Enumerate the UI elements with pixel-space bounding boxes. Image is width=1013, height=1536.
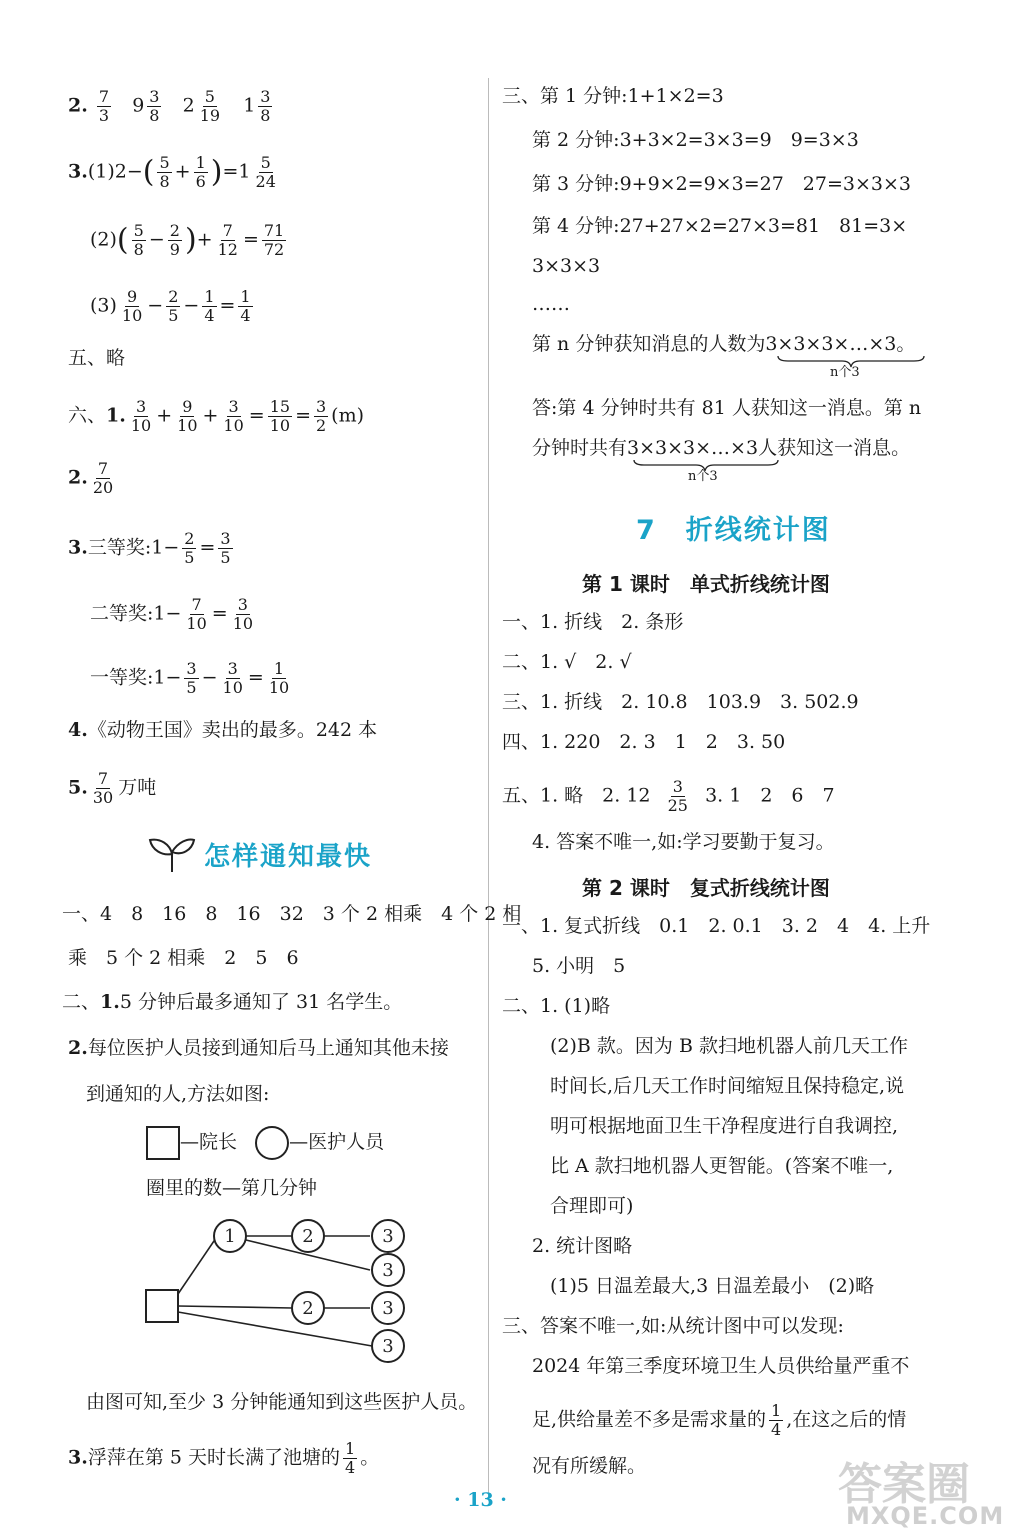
legend-line: —院长 —医护人员 — [146, 1126, 384, 1160]
l1-line-6: 4. 答案不唯一,如:学习要勤于复习。 — [532, 831, 835, 853]
fraction: $\frac{3}{8}$ — [260, 87, 271, 125]
section-6-1: 六、1. $\frac{3}{10}$ + $\frac{9}{10}$ + $\frac{3}{10}$ = $\frac{15}{10}$ = $\frac{3}{2}$ (m) — [68, 397, 365, 435]
notify-1a: 一、4 8 16 8 16 32 3 个 2 相乘 4 个 2 相 — [62, 903, 522, 925]
section-6-5: 5. $\frac{7}{30}$ 万吨 — [68, 769, 157, 807]
chapter-title: 7 折线统计图 — [636, 515, 831, 546]
r-ellipsis: …… — [532, 293, 570, 315]
l2-line-13: 足,供给量差不多是需求量的 $\frac{1}{4}$ ,在这之后的情 — [532, 1401, 907, 1439]
diagram-node-label: 3 — [382, 1260, 394, 1281]
diagram-node-label: 3 — [382, 1226, 394, 1247]
diagram-square — [146, 1290, 178, 1322]
l2-line-6: 明可根据地面卫生干净程度进行自我调控, — [550, 1115, 899, 1137]
fraction: $\frac{7}{3}$ — [98, 87, 110, 125]
l2-line-12: 2024 年第三季度环境卫生人员供给量严重不 — [532, 1355, 910, 1377]
answer-2: 2. $\frac{7}{3}$ 9 $\frac{3}{8}$ 2 $\frac{5}{19}$ 1 $\frac{3}{8}$ — [68, 87, 271, 125]
r-line-2: 第 2 分钟:3+3×2=3×3=9 9=3×3 — [532, 129, 859, 151]
l2-line-11: 三、答案不唯一,如:从统计图中可以发现: — [502, 1315, 844, 1337]
r-line-1: 三、第 1 分钟:1+1×2=3 — [502, 85, 724, 107]
l2-line-7: 比 A 款扫地机器人更智能。(答案不唯一, — [550, 1155, 894, 1177]
notify-1b: 乘 5 个 2 相乘 2 5 6 — [68, 947, 299, 969]
section-6-4: 4.《动物王国》卖出的最多。242 本 — [68, 719, 378, 741]
l2-line-14: 况有所缓解。 — [532, 1455, 647, 1477]
answer-3-1: 3.(1)2−( $\frac{5}{8}$ + $\frac{1}{6}$ )=1 $\frac{5}{24}$ — [68, 153, 276, 191]
l1-line-4: 四、1. 220 2. 3 1 2 3. 50 — [502, 731, 786, 753]
diagram-node-label: 2 — [302, 1298, 314, 1319]
legend-number: 圈里的数—第几分钟 — [146, 1177, 318, 1199]
l1-line-3: 三、1. 折线 2. 10.8 103.9 3. 502.9 — [502, 691, 859, 713]
notify-2-2a: 2.每位医护人员接到通知后马上通知其他未接 — [68, 1037, 449, 1059]
l2-line-8: 合理即可) — [550, 1195, 634, 1217]
sprout-icon — [148, 834, 196, 874]
page-number: · 13 · — [454, 1489, 507, 1511]
section-6-3a: 3.三等奖:1− $\frac{2}{5}$ = $\frac{3}{5}$ — [68, 529, 231, 567]
r-line-n: 第 n 分钟获知消息的人数为3×3×3×…×3。 — [532, 333, 916, 355]
fraction: $\frac{5}{19}$ — [199, 87, 221, 125]
brace-label: n个3 — [688, 469, 718, 484]
l2-line-2: 5. 小明 5 — [532, 955, 626, 977]
section-6-2: 2. $\frac{7}{20}$ — [68, 459, 114, 497]
l1-line-2: 二、1. √ 2. √ — [502, 651, 632, 673]
section-5: 五、略 — [68, 347, 126, 369]
lesson-1-title: 第 1 课时 单式折线统计图 — [582, 572, 830, 596]
l1-line-5: 五、1. 略 2. 12 $\frac{3}{25}$ 3. 1 2 6 7 — [502, 777, 835, 815]
l2-line-9: 2. 统计图略 — [532, 1235, 633, 1257]
l2-line-10: (1)5 日温差最大,3 日温差最小 (2)略 — [550, 1275, 875, 1297]
r-line-3: 第 3 分钟:9+9×2=9×3=27 27=3×3×3 — [532, 173, 911, 195]
r-line-4a: 第 4 分钟:27+27×2=27×3=81 81=3× — [532, 215, 908, 237]
brace-label: n个3 — [830, 365, 860, 380]
answer-3-3: (3) $\frac{9}{10}$ − $\frac{2}{5}$ − $\frac{1}{4}$ = $\frac{1}{4}$ — [90, 287, 251, 325]
notify-2-3: 3.浮萍在第 5 天时长满了池塘的 $\frac{1}{4}$ 。 — [68, 1439, 380, 1477]
l2-line-4: (2)B 款。因为 B 款扫地机器人前几天工作 — [550, 1035, 908, 1057]
r-answer-a: 答:第 4 分钟时共有 81 人获知这一消息。第 n — [532, 397, 922, 419]
notify-2-1: 二、1.5 分钟后最多通知了 31 名学生。 — [62, 991, 403, 1013]
l1-line-1: 一、1. 折线 2. 条形 — [502, 611, 684, 633]
section-title: 怎样通知最快 — [204, 842, 373, 872]
watermark-url: MXQE.COM — [846, 1502, 1005, 1530]
lesson-2-title: 第 2 课时 复式折线统计图 — [582, 876, 830, 900]
l2-line-3: 二、1. (1)略 — [502, 995, 611, 1017]
fraction: $\frac{3}{8}$ — [149, 87, 160, 125]
section-6-3c: 一等奖:1− $\frac{3}{5}$ − $\frac{3}{10}$ = $\frac{1}{10}$ — [90, 659, 290, 697]
r-line-4b: 3×3×3 — [532, 255, 601, 277]
circle-icon — [255, 1126, 289, 1160]
column-divider — [488, 78, 489, 1498]
diagram-node-label: 3 — [382, 1336, 394, 1357]
diagram-node-label: 1 — [224, 1226, 236, 1247]
square-icon — [146, 1126, 180, 1160]
notification-diagram — [140, 1212, 420, 1372]
diagram-node-label: 2 — [302, 1226, 314, 1247]
r-answer-b: 分钟时共有3×3×3×…×3人获知这一消息。 — [532, 437, 911, 459]
watermark-logo: 答案圈 — [838, 1459, 970, 1510]
notify-2-2b: 到通知的人,方法如图: — [86, 1083, 270, 1105]
answer-3-2: (2)( $\frac{5}{8}$ − $\frac{2}{9}$ )+ $\frac{7}{12}$ = $\frac{71}{72}$ — [90, 221, 285, 259]
diagram-node-label: 3 — [382, 1298, 394, 1319]
l2-line-1: 一、1. 复式折线 0.1 2. 0.1 3. 2 4 4. 上升 — [502, 915, 931, 937]
diagram-note: 由图可知,至少 3 分钟能通知到这些医护人员。 — [86, 1391, 478, 1413]
l2-line-5: 时间长,后几天工作时间缩短且保持稳定,说 — [550, 1075, 905, 1097]
section-6-3b: 二等奖:1− $\frac{7}{10}$ = $\frac{3}{10}$ — [90, 595, 254, 633]
